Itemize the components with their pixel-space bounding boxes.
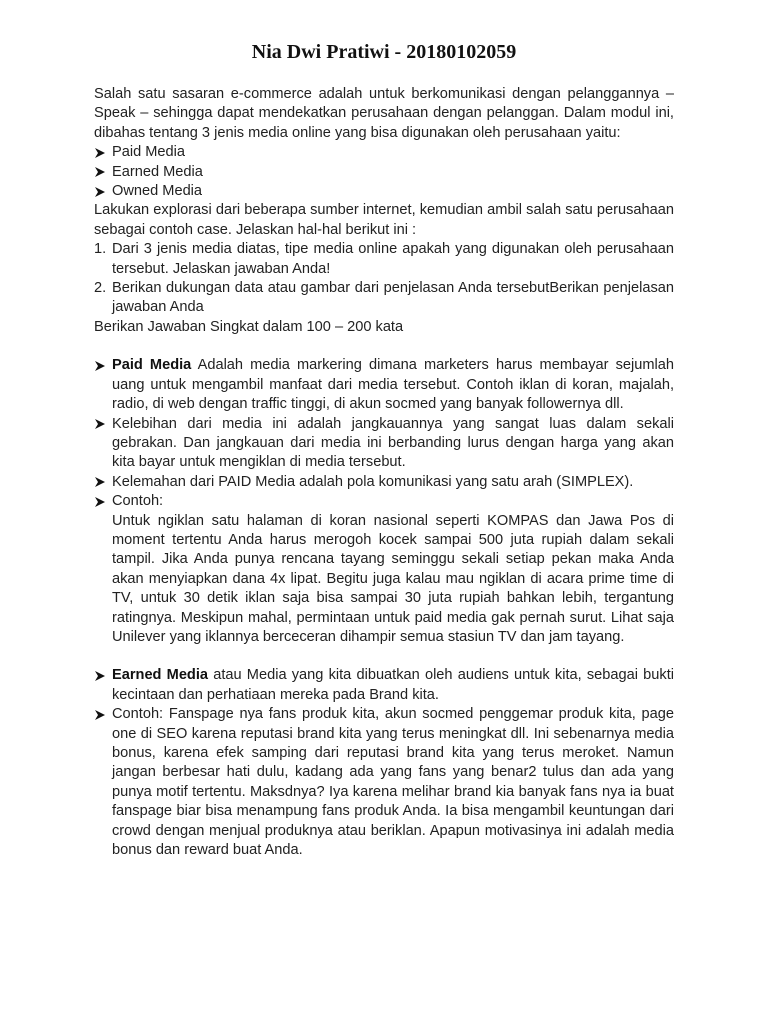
list-item [94, 492, 674, 647]
list-item [94, 279, 674, 318]
earned-media-example: Contoh: Fanspage nya fans produk kita, akun socmed penggemar produk kita, page one di SEO karena reputasi brand kita yang terus meningkat dll. Ini sebenarnya media bonus, karena efek samping dari reputasi brand kita yang terus meroket. Namun jangan berbesar hati dulu, kadang ada yang fans yang benar2 tulus dan ada yang punya motif tertentu. Maksdnya? Iya karena melihar brand kia banyak fans nya ia buat fanspage biar bisa menampung fans produk Anda. Ia bisa mengambil keuntungan dari crowd dengan menjual produknya atau beriklan. Apapun motivasinya ini adalah media bonus dan reward buat Anda. [112, 706, 674, 859]
earned-media-definition: atau Media yang kita dibuatkan oleh audiens untuk kita, sebagai bukti kecintaan dan perhatiaan mereka pada Brand kita. [112, 667, 675, 703]
list-item [94, 240, 674, 279]
list-item [94, 666, 674, 705]
list-item [94, 143, 674, 162]
arrow-bullet-icon [94, 356, 108, 375]
task-intro-paragraph: Lakukan explorasi dari beberapa sumber internet, kemudian ambil salah satu perusahaan sebagai contoh case. Jelaskan hal-hal berikut ini : [94, 202, 674, 238]
task-list [94, 240, 674, 318]
list-item [94, 163, 674, 182]
paid-media-advantage: Kelebihan dari media ini adalah jangkauannya yang sangat luas dalam sekali gebrakan. Dan jangkauan dari media ini berbanding lurus dengan harga yang akan kita bayar untuk mengiklan di media tersebut. [112, 415, 674, 471]
arrow-bullet-icon [94, 666, 108, 685]
arrow-bullet-icon [94, 705, 108, 724]
list-item-text: Owned Media [112, 183, 203, 200]
arrow-bullet-icon [94, 163, 108, 182]
list-item-text: Dari 3 jenis media diatas, tipe media online apakah yang digunakan oleh perusahaan tersebut. Jelaskan jawaban Anda! [112, 241, 674, 277]
arrow-bullet-icon [94, 415, 108, 434]
arrow-bullet-icon [94, 473, 108, 492]
earned-media-section [94, 666, 674, 860]
earned-media-term: Earned Media [112, 667, 209, 684]
paid-media-example: Untuk ngiklan satu halaman di koran nasional seperti KOMPAS dan Jawa Pos di moment tertentu Anda harus merogoh kocek sampai 500 juta rupiah dalam sekali tampil. Jika Anda punya rencana tayang seminggu sekali setiap pekan maka Anda akan menyiapkan dana 4x lipat. Begitu juga kalau mau ngiklan di acara prime time di TV, untuk 30 detik iklan saja bisa sampai 30 juta rupiah bahkan lebih, tergantung ratingnya. Meskipun mahal, permintaan untuk paid media gak pernah surut. Lihat saja Unilever yang iklannya berceceran dihampir semua stasiun TV dan jam tayang. [112, 512, 674, 645]
paid-media-term: Paid Media [112, 357, 192, 374]
intro-paragraph: Salah satu sasaran e-commerce adalah untuk berkomunikasi dengan pelanggannya – Speak – sehingga dapat mendekatkan perusahaan dengan pelanggan. Dalam modul ini, dibahas tentang 3 jenis media online yang bisa digunakan oleh perusahaan yaitu: [94, 86, 674, 141]
arrow-bullet-icon [94, 182, 108, 201]
arrow-bullet-icon [94, 492, 108, 511]
list-item-text: Berikan dukungan data atau gambar dari penjelasan Anda tersebutBerikan penjelasan jawaban Anda [112, 280, 674, 316]
paid-media-definition: Adalah media markering dimana marketers harus membayar sejumlah uang untuk mengambil manfaat dari media tersebut. Contoh iklan di koran, majalah, radio, di web dengan traffic tinggi, di akun socmed yang banyak followernya dll. [112, 357, 674, 413]
media-types-list [94, 143, 674, 201]
list-item-text: Paid Media [112, 144, 186, 161]
paid-media-example-label: Contoh: [112, 493, 164, 510]
list-item-text: Earned Media [112, 163, 203, 180]
paid-media-weakness: Kelemahan dari PAID Media adalah pola komunikasi yang satu arah (SIMPLEX). [112, 473, 634, 490]
list-item [94, 473, 674, 492]
page-title: Nia Dwi Pratiwi - 20180102059 [251, 41, 517, 63]
list-number: 2. [94, 280, 107, 297]
paid-media-section [94, 356, 674, 647]
list-number: 1. [94, 241, 107, 258]
answer-note: Berikan Jawaban Singkat dalam 100 – 200 kata [94, 318, 404, 335]
list-item [94, 415, 674, 473]
list-item [94, 182, 674, 201]
list-item [94, 356, 674, 414]
arrow-bullet-icon [94, 143, 108, 162]
list-item [94, 705, 674, 860]
